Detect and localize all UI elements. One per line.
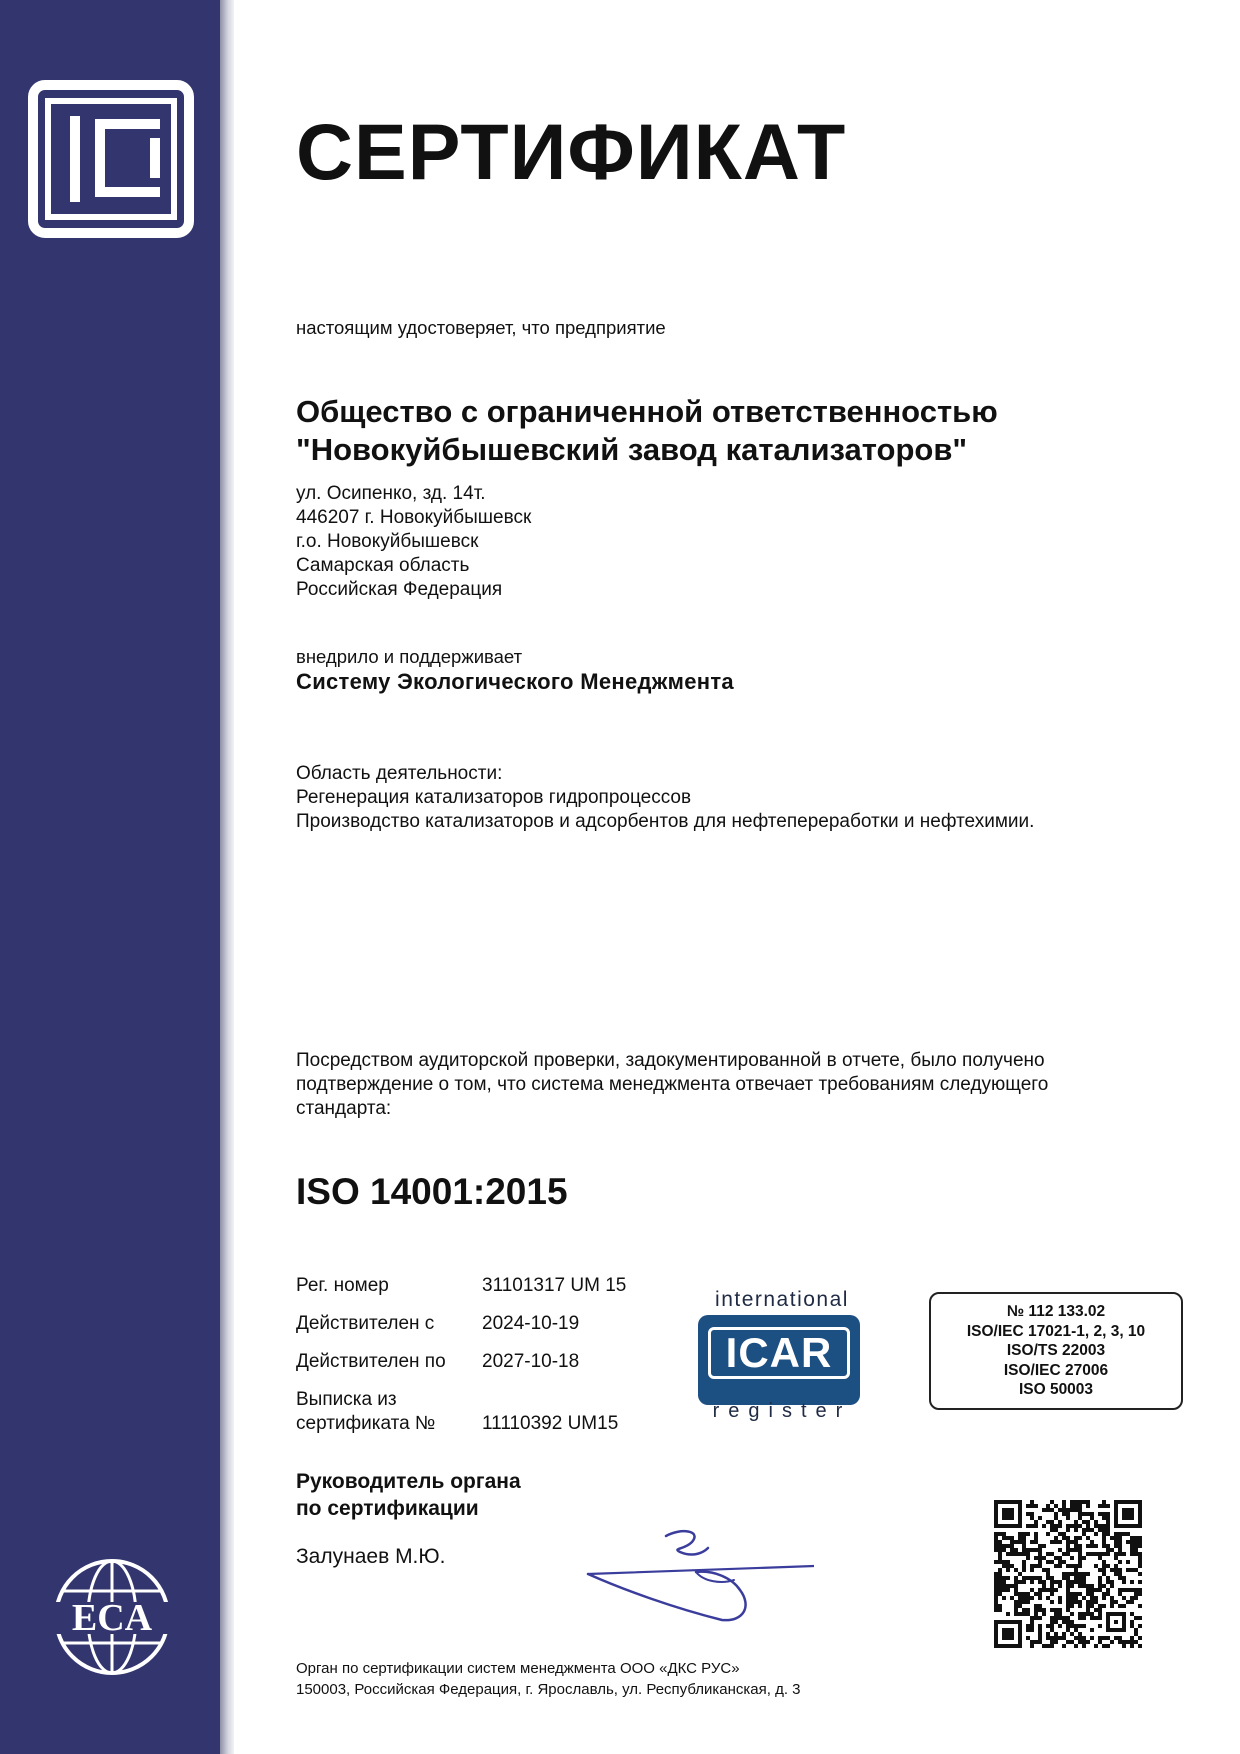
company-address [296,482,531,602]
svg-text:ECA: ECA [71,1597,153,1639]
scope-line: Производство катализаторов и адсорбентов для нефтепереработки и нефтехимии. [296,811,1035,832]
eca-globe-logo-icon [50,1555,174,1679]
head-title-line-2: по сертификации [296,1497,479,1520]
audit-line: Посредством аудиторской проверки, задокументированной в отчете, было получено [296,1050,1045,1071]
scope-label: Область деятельности: [296,763,503,784]
accreditation-line: ISO/TS 22003 [1006,1342,1106,1360]
reg-number-label: Рег. номер [296,1275,389,1296]
extract-value: 11110392 UM15 [482,1413,619,1434]
head-of-body-title [296,1468,521,1522]
address-line: г.о. Новокуйбышевск [296,531,479,552]
accreditation-line: ISO/IEC 27006 [1003,1361,1109,1379]
company-name-line-2: "Новокуйбышевский завод катализаторов" [296,432,968,467]
head-of-body-name: Залунаев М.Ю. [296,1545,446,1568]
footer-issuer [296,1658,801,1700]
audit-statement [296,1049,1048,1121]
extract-label-1: Выписка из [296,1389,397,1410]
company-name [296,393,998,469]
accreditation-line: № 112 133.02 [1006,1303,1106,1321]
sidebar-edge-gradient [220,0,234,1754]
icar-top-text: international [715,1288,849,1311]
standard-name: ISO 14001:2015 [296,1171,568,1212]
valid-from-value: 2024-10-19 [482,1313,580,1334]
company-name-line-1: Общество с ограниченной ответственностью [296,394,998,429]
qr-code-icon [994,1500,1142,1648]
audit-line: подтверждение о том, что система менеджмента отвечает требованиям следующего [296,1074,1049,1095]
sidebar-band [0,0,220,1754]
address-line: Самарская область [296,555,470,576]
audit-line: стандарта: [296,1098,392,1119]
reg-number-value: 31101317 UM 15 [482,1275,627,1296]
accreditation-line: ISO/IEC 17021-1, 2, 3, 10 [966,1322,1146,1340]
valid-to-value: 2027-10-18 [482,1351,580,1372]
address-line: 446207 г. Новокуйбышевск [296,507,532,528]
extract-label-2: сертификата № [296,1413,436,1434]
implemented-text: внедрило и поддерживает [296,646,523,667]
accreditation-line: ISO 50003 [1018,1381,1094,1399]
scope-line: Регенерация катализаторов гидропроцессов [296,787,692,808]
ds-logo-icon [28,80,194,238]
valid-from-label: Действителен с [296,1313,435,1334]
icar-brand: ICAR [708,1327,850,1379]
scope-of-activity [296,762,1034,834]
icar-logo [692,1288,872,1426]
valid-to-label: Действителен по [296,1351,446,1372]
icar-bottom-text: register [712,1400,852,1422]
footer-line: Орган по сертификации систем менеджмента ООО «ДКС РУС» [296,1660,740,1677]
icar-badge [698,1315,860,1405]
accreditation-box [929,1292,1183,1410]
head-title-line-1: Руководитель органа [296,1470,521,1493]
intro-text: настоящим удостоверяет, что предприятие [296,317,666,338]
footer-line: 150003, Российская Федерация, г. Ярославль, ул. Республиканская, д. 3 [296,1681,801,1698]
certificate-title: СЕРТИФИКАТ [296,107,847,196]
management-system-name: Систему Экологического Менеджмента [296,669,734,694]
handwritten-signature-icon [584,1522,814,1626]
address-line: Российская Федерация [296,579,503,600]
address-line: ул. Осипенко, зд. 14т. [296,483,486,504]
